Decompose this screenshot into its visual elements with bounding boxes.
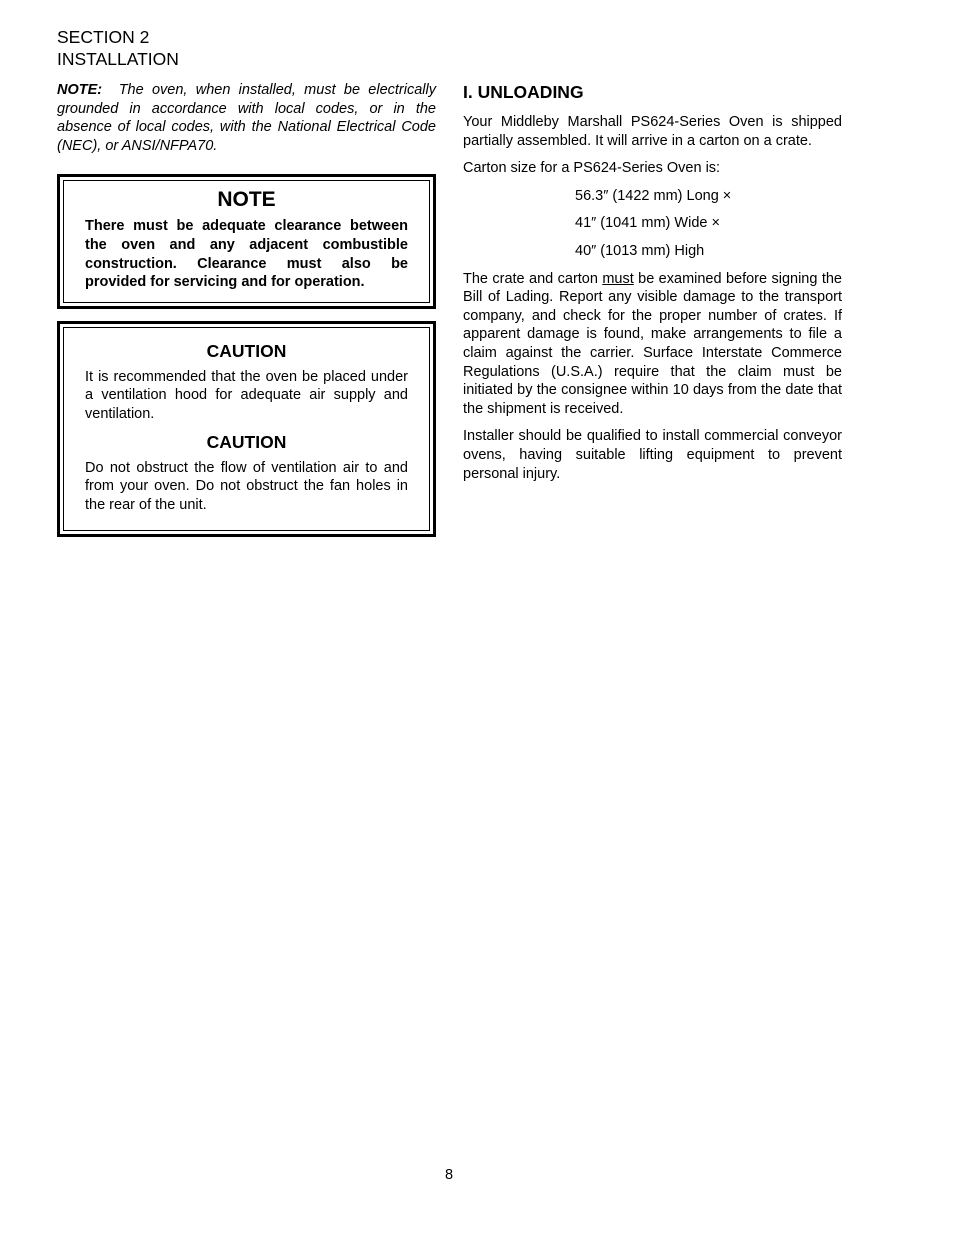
note-box-title: NOTE bbox=[217, 188, 276, 212]
inspection-paragraph bbox=[463, 270, 842, 419]
shipping-paragraph: Your Middleby Marshall PS624-Series Oven is shipped partially assembled. It will arrive in a carton on a crate. bbox=[463, 114, 842, 149]
section-number: SECTION 2 bbox=[57, 27, 150, 47]
installer-paragraph: Installer should be qualified to install commercial conveyor ovens, having suitable lifting equipment to prevent personal injury. bbox=[463, 428, 842, 482]
grounding-note-text: The oven, when installed, must be electrically grounded in accordance with local codes, or in the absence of local codes, with the National Electrical Code (NEC), or ANSI/NFPA70. bbox=[57, 82, 436, 154]
inspection-emphasis: must bbox=[602, 270, 634, 287]
grounding-note-label: NOTE: bbox=[57, 82, 103, 98]
section-title: INSTALLATION bbox=[57, 49, 179, 69]
carton-height: 40″ (1013 mm) High bbox=[575, 242, 705, 259]
right-column bbox=[463, 81, 842, 492]
note-box bbox=[57, 174, 436, 308]
page-number: 8 bbox=[444, 1167, 454, 1183]
caution-text-1: It is recommended that the oven be placed under a ventilation hood for adequate air supply and ventilation. bbox=[85, 368, 408, 422]
left-column bbox=[57, 81, 436, 537]
note-box-text: There must be adequate clearance between the oven and any adjacent combustible construction. Clearance must also be provided for servicing and for operation. bbox=[85, 218, 408, 291]
inspection-post: be examined before signing the Bill of Lading. Report any visible damage to the transport company, and check for the proper number of crates. If apparent damage is found, make arrangements to file a claim against the carrier. Surface Interstate Commerce Regulations (U.S.A.) require that the claim must be initiated by the consignee within 10 days from the date that the shipment is received. bbox=[463, 270, 842, 417]
carton-size-intro: Carton size for a PS624-Series Oven is: bbox=[463, 160, 721, 177]
section-header bbox=[57, 26, 179, 70]
carton-length: 56.3″ (1422 mm) Long × bbox=[575, 187, 732, 204]
carton-width: 41″ (1041 mm) Wide × bbox=[575, 215, 720, 232]
caution-title-1: CAUTION bbox=[206, 340, 287, 361]
caution-box bbox=[57, 321, 436, 538]
grounding-note bbox=[57, 81, 436, 155]
caution-title-2: CAUTION bbox=[206, 431, 287, 452]
inspection-pre: The crate and carton bbox=[463, 270, 603, 287]
caution-box-inner bbox=[63, 327, 430, 532]
note-box-inner bbox=[63, 180, 430, 302]
unloading-heading: I. UNLOADING bbox=[463, 82, 584, 102]
caution-text-2: Do not obstruct the flow of ventilation air to and from your oven. Do not obstruct the fan holes in the rear of the unit. bbox=[85, 459, 408, 513]
